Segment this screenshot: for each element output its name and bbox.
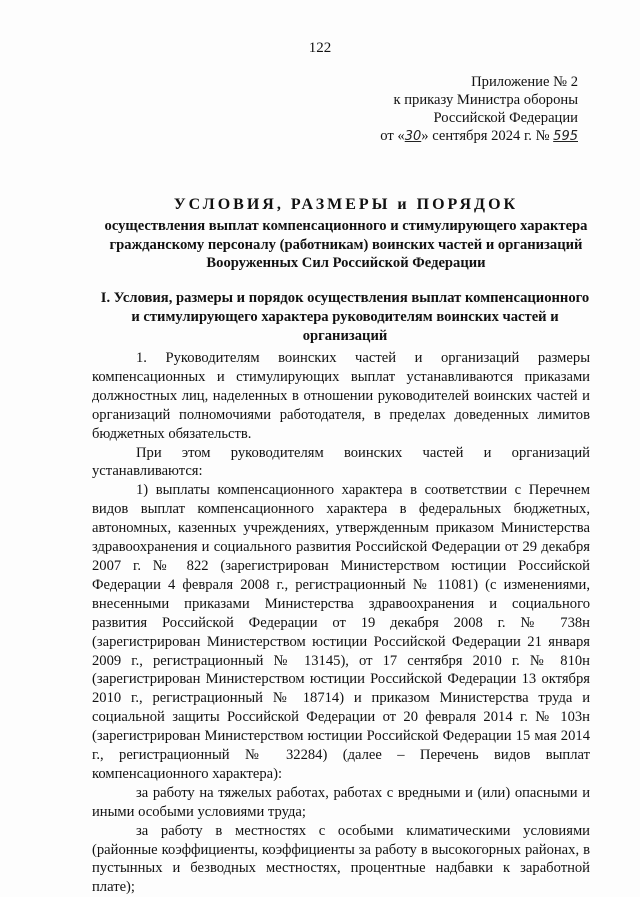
appendix-line-1: Приложение № 2 — [471, 74, 578, 90]
paragraph: 1. Руководителям воинских частей и организаций размеры компенсационных и стимулирующих выплат устанавливаются приказами должностных лиц, наделенных в отношении руководителей воинских частей и организаций полномочиями работодателя, в пределах доведенных лимитов бюджетных обязательств. — [92, 350, 590, 442]
paragraph: При этом руководителям воинских частей и организаций устанавливаются: — [92, 444, 590, 480]
document-body — [92, 349, 590, 897]
paragraph: за работу на тяжелых работах, работах с вредными и (или) опасными и иными особыми условиями труда; — [92, 784, 590, 820]
paragraph: за работу в местностях с особыми климатическими условиями (районные коэффициенты, коэффициенты за работу в высокогорных районах, в пустынных и безводных местностях, процентные надбавки к заработной плате); — [92, 822, 590, 896]
date-prefix: от « — [380, 128, 405, 144]
appendix-date-line — [318, 127, 578, 146]
section-heading: I. Условия, размеры и порядок осуществления выплат компенсационного и стимулирующего характера руководителям воинских частей и организаций — [100, 290, 590, 344]
page-number: 122 — [308, 40, 332, 56]
document-title — [88, 193, 604, 273]
date-middle: » сентября 2024 г. № — [421, 128, 550, 144]
date-day-handwritten: 30 — [404, 129, 422, 144]
title-main: УСЛОВИЯ, РАЗМЕРЫ и ПОРЯДОК — [173, 196, 519, 213]
paragraph: 1) выплаты компенсационного характера в соответствии с Перечнем видов выплат компенсационного характера в федеральных бюджетных, автономных, казенных учреждениях, утвержденным приказом Министерства здравоохранения и социального развития Российской Федерации от 29 декабря 2007 г. № 822 (зарегистрирован Министерством юстиции Российской Федерации 4 февраля 2008 г., регистрационный № 11081) (с изменениями, внесенными приказами Министерства здравоохранения и социального развития Российской Федерации от 19 декабря 2008 г. № 738н (зарегистрирован Министерством юстиции Российской Федерации 21 января 2009 г., регистрационный № 13145), от 17 сентября 2010 г. № 810н (зарегистрирован Министерством юстиции Российской Федерации 13 октября 2010 г., регистрационный № 18714) и приказом Министерства труда и социальной защиты Российской Федерации от 20 февраля 2014 г. № 103н (зарегистрирован Министерством юстиции Российской Федерации 15 мая 2014 г., регистрационный № 32284) (далее – Перечень видов выплат компенсационного характера): — [92, 482, 590, 782]
appendix-line-3: Российской Федерации — [433, 110, 578, 126]
title-subtitle: осуществления выплат компенсационного и стимулирующего характера гражданскому персоналу (работникам) воинских частей и организаций Вооруженных Сил Российской Федерации — [104, 218, 588, 271]
appendix-header — [318, 73, 578, 146]
order-number-handwritten: 595 — [553, 129, 578, 144]
appendix-line-2: к приказу Министра обороны — [393, 92, 578, 108]
